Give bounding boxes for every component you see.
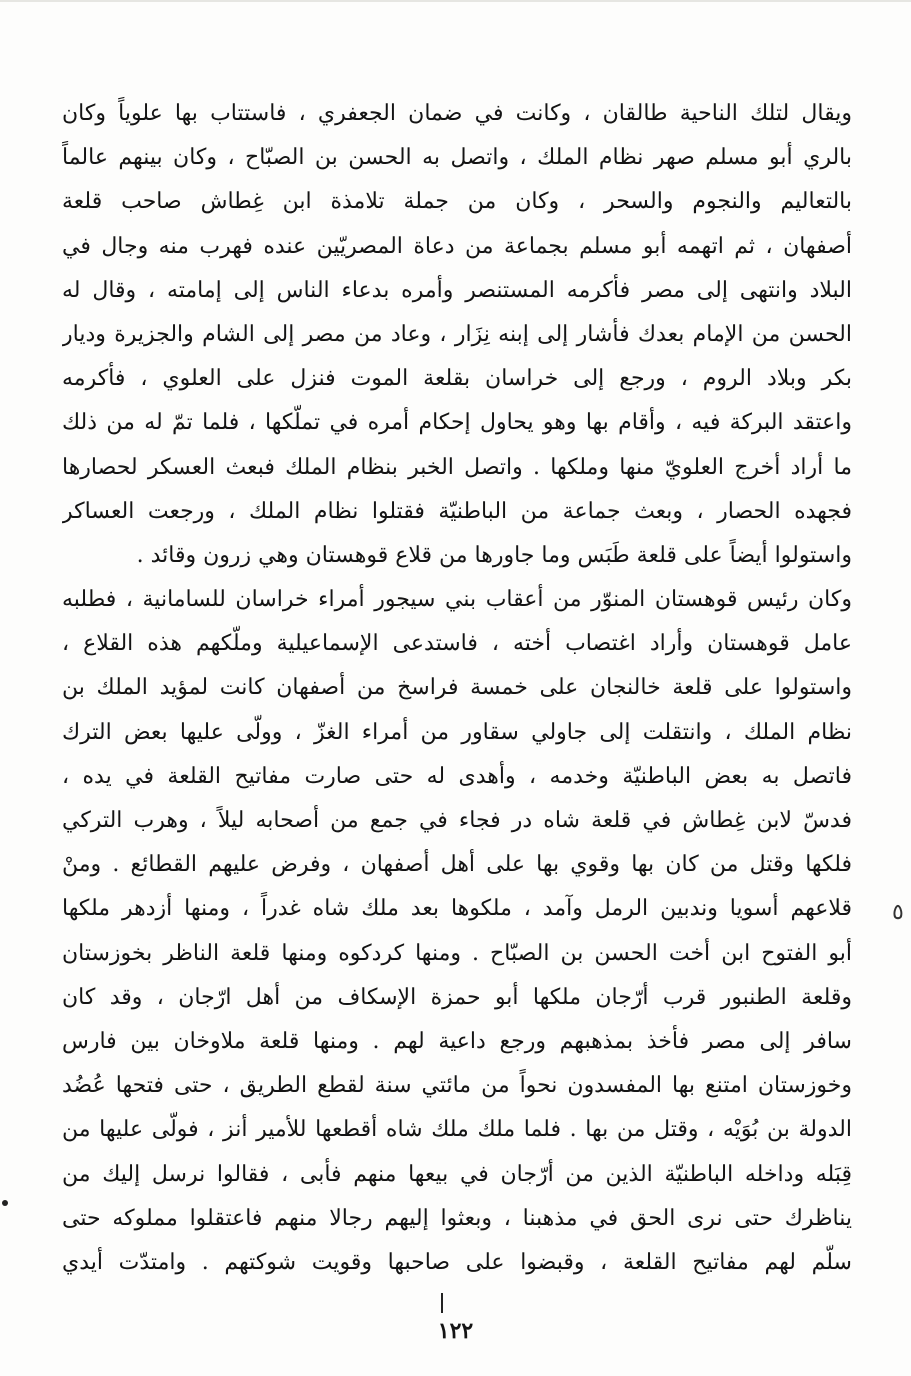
text-line: قِبَله وداخله الباطنيّة الذين من أرّجان في بيعها منهم فأبى ، فقالوا نرسل إليك من — [62, 1161, 852, 1187]
page-number-tick — [441, 1293, 443, 1313]
text-line: الحسن من الإمام بعدك فأشار إلى إبنه نِزَار ، وعاد من مصر إلى الشام والجزيرة وديار — [62, 321, 852, 347]
margin-mark — [2, 1200, 8, 1206]
text-line: سلّم لهم مفاتيح القلعة ، وقبضوا على صاحبها وقويت شوكتهم . وامتدّت أيدي — [62, 1249, 852, 1275]
margin-note: ٥ — [892, 900, 904, 925]
text-line: الدولة بن بُوَيْه ، وقتل من بها . فلما ملك ملك شاه أقطعها للأمير أنز ، فولّى عليها من — [62, 1117, 852, 1143]
text-line: وخوزستان امتنع بها المفسدون نحواً من مائتي سنة لقطع الطريق ، حتى فتحها عُضُد — [62, 1073, 852, 1099]
text-line: واستولوا أيضاً على قلعة طَبَس وما جاورها من قلاع قوهستان وهي زرون وقائد . — [136, 542, 852, 568]
text-line: بكر وبلاد الروم ، ورجع إلى خراسان بقلعة الموت فنزل على العلوي ، فأكرمه — [62, 366, 852, 392]
text-line: سافر إلى مصر فأخذ بمذهبهم ورجع داعية لهم . ومنها قلعة ملاوخان بين فارس — [62, 1028, 852, 1054]
text-line: فدسّ لابن غِطاش في قلعة شاه در فجاء في جمع من أصحابه ليلاً ، وهرب التركي — [62, 808, 852, 833]
page-number: ١٢٢ — [437, 1318, 474, 1344]
text-line: وكان رئيس قوهستان المنوّر من أعقاب بني سيجور أمراء خراسان للسامانية ، فطلبه — [62, 587, 852, 613]
body-text — [62, 92, 852, 1285]
text-line: فلكها وقتل من كان بها وقوي بها على أهل أصفهان ، وفرض عليهم القطائع . ومنْ — [62, 852, 852, 878]
page-top-edge — [0, 0, 911, 2]
text-line: عامل قوهستان وأراد اغتصاب أخته ، فاستدعى الإسماعيلية وملّكهم هذه القلاع ، — [62, 631, 852, 657]
text-line: واعتقد البركة فيه ، وأقام بها وهو يحاول إحكام أمره في تملّكها ، فلما تمّ له من ذلك — [62, 410, 852, 436]
text-line: ما أراد أخرج العلويّ منها وملكها . واتصل الخبر بنظام الملك فبعث العسكر لحصارها — [62, 454, 852, 480]
text-line: بالري أبو مسلم صهر نظام الملك ، واتصل به الحسن بن الصبّاح ، وكان بينهم عالماً — [62, 145, 852, 171]
text-line: واستولوا على قلعة خالنجان على خمسة فراسخ من أصفهان كانت لمؤيد الملك بن — [62, 675, 852, 701]
text-line: فاتصل به بعض الباطنيّة وخدمه ، وأهدى له حتى صارت مفاتيح القلعة في يده ، — [62, 763, 852, 789]
text-line: البلاد وانتهى إلى مصر فأكرمه المستنصر وأمره بدعاء الناس إلى إمامته ، وقال له — [62, 277, 852, 303]
text-line: ويقال لتلك الناحية طالقان ، وكانت في ضمان الجعفري ، فاستتاب بها علوياً وكان — [62, 101, 852, 126]
text-line: وقلعة الطنبور قرب أرّجان ملكها أبو حمزة الإسكاف من أهل ارّجان ، وقد كان — [62, 984, 852, 1010]
text-line: أبو الفتوح ابن أخت الحسن بن الصبّاح . ومنها كردكوه ومنها قلعة الناظر بخوزستان — [62, 940, 852, 966]
text-line: فجهده الحصار ، وبعث جماعة من الباطنيّة فقتلوا نظام الملك ، ورجعت العساكر — [62, 498, 852, 524]
text-line: نظام الملك ، وانتقلت إلى جاولي سقاور من أمراء الغزّ ، وولّى عليها بعض الترك — [62, 719, 852, 745]
text-line: قلاعهم أسويا وندبين الرمل وآمد ، ملكوها بعد ملك شاه غدراً ، ومنها أزدهر ملكها — [62, 896, 852, 922]
text-line: بالتعاليم والنجوم والسحر ، وكان من جملة تلامذة ابن غِطاش صاحب قلعة — [62, 189, 852, 215]
text-line: أصفهان ، ثم اتهمه أبو مسلم بجماعة من دعاة المصريّين عنده فهرب منه وجال في — [62, 233, 852, 259]
text-line: يناظرك حتى نرى الحق في مذهبنا ، وبعثوا إليهم رجالا منهم فاعتقلوا مملوكه حتى — [62, 1205, 852, 1231]
